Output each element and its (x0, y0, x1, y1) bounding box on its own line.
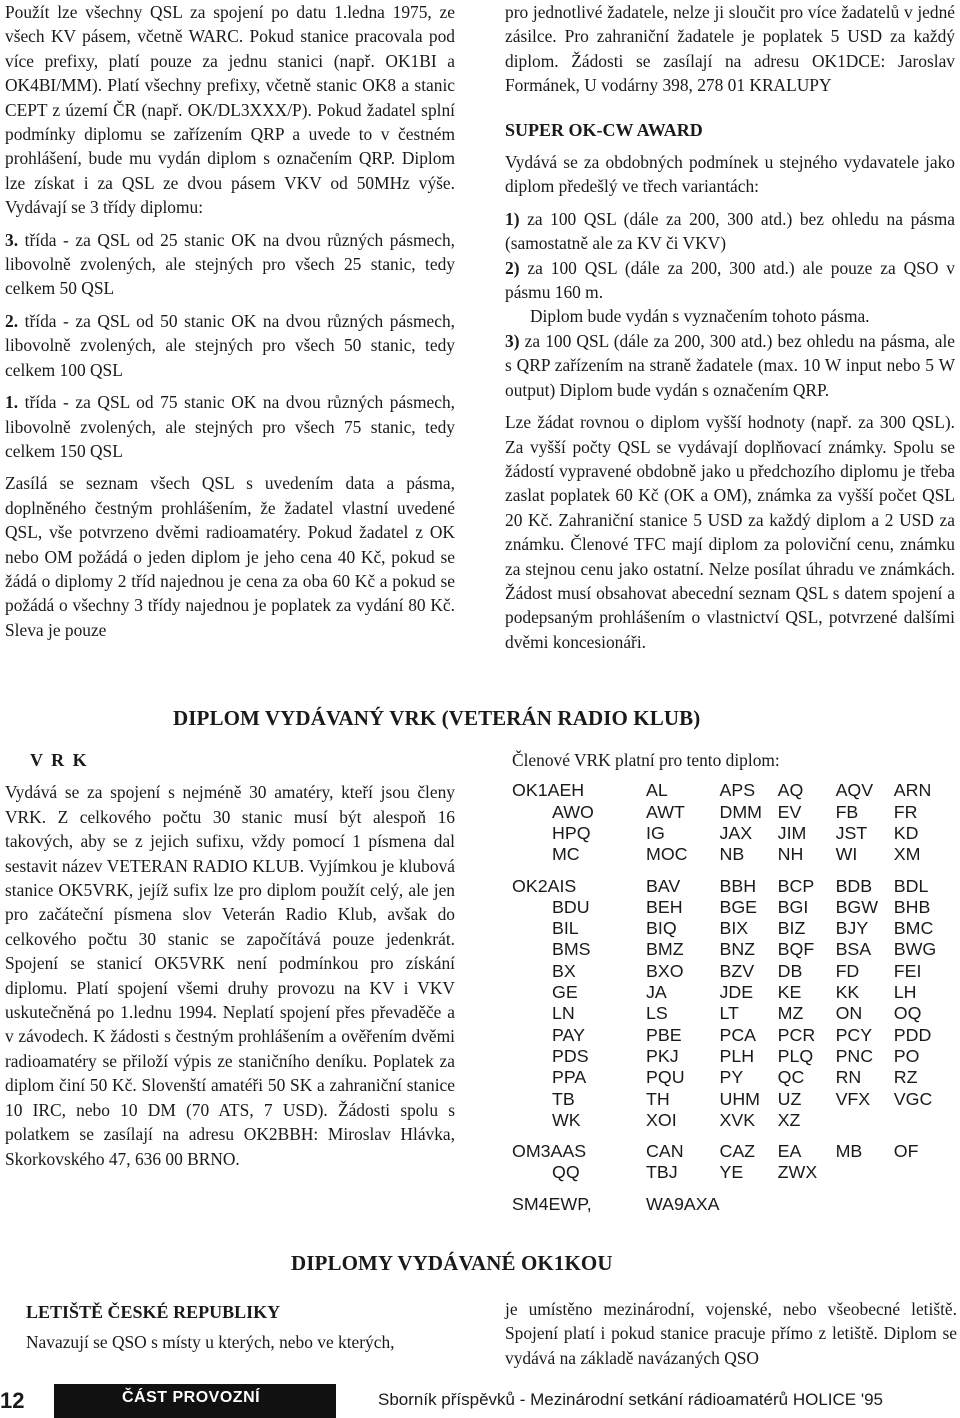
class-3-number: 3. (5, 229, 19, 250)
member-callsign: JAX (719, 823, 753, 843)
variant-1-paragraph (505, 207, 955, 256)
member-callsign: EA (777, 1141, 802, 1162)
member-callsign: ON (835, 1003, 863, 1024)
member-callsign: BGI (777, 896, 809, 917)
variant-2-paragraph (505, 256, 955, 305)
member-callsign: BNZ (719, 939, 756, 960)
variant-2-text: za 100 QSL (dále za 200, 300 atd.) ale pouze za QSO v pásmu 160 m. (505, 257, 955, 303)
member-callsign: AQ (777, 780, 804, 801)
member-callsign: VGC (893, 1088, 933, 1109)
class-3-paragraph (5, 228, 455, 301)
member-callsign: WA9AXA (646, 1193, 720, 1214)
ok1kou-left-column (26, 1300, 456, 1355)
member-callsign: LN (552, 1003, 575, 1024)
member-callsign: PCY (835, 1024, 873, 1045)
variant-2-note: Diplom bude vydán s vyznačením tohoto pásma. (530, 306, 870, 327)
member-callsign: QQ (552, 1162, 580, 1183)
member-callsign: WK (552, 1109, 581, 1130)
class-2-text: třída - za QSL od 50 stanic OK na dvou různých pásmech, libovolně zvolených, ale stejných pro všech 50 stanic, tedy celkem 100 QSL (5, 310, 455, 380)
member-row (512, 1110, 952, 1131)
member-callsign: BIZ (777, 918, 806, 939)
member-callsign: BDB (835, 875, 873, 896)
variant-3-number: 3) (505, 330, 520, 351)
member-callsign: BCP (777, 875, 815, 896)
member-row (512, 961, 952, 982)
member-callsign: BWG (893, 939, 937, 960)
member-callsign: BGW (835, 896, 879, 917)
letiste-right-text: je umístěno mezinárodní, vojenské, nebo všeobecné letiště. Spojení platí i pokud stanice pracuje přímo z letiště. Diplom se vydává na základě navázaných QSO (505, 1299, 957, 1368)
member-callsign: BMC (893, 918, 934, 939)
member-callsign: LS (646, 1003, 668, 1024)
member-callsign: LH (893, 982, 917, 1003)
member-callsign: LT (719, 1003, 739, 1024)
member-callsign: NH (777, 844, 804, 865)
member-callsign: XVK (719, 1109, 756, 1130)
member-callsign: DMM (719, 801, 762, 822)
member-callsign (836, 1110, 894, 1131)
member-callsign (894, 1184, 952, 1215)
vrk-body: Vydává se za spojení s nejméně 30 amatéry, kteří jsou členy VRK. Z celkového počtu 30 stanic musí být alespoň 16 takových, aby se z jejich sufixu, vždy pomocí 1 písmena dal sestavit název VETERAN RADIO KLUB. Vyjímkou je klubová stanice OK5VRK, jejíž sufix lze pro diplom použít celý, ale jen pro začáteční písmena slov Veterán Radio Klub, avšak do celkového počtu 30 stanic se započítává pouze jedenkrát. Spojení se stanicí OK5VRK není podmínkou pro získání diplomu. Platí spojení všemi druhy provozu na KV i VKV uskutečněná po 1.lednu 1994. Neplatí spojení přes převaděče a v závodech. K žádosti s čestným prohlášením a ověřením dvěmi radioamatéry se přiloží výpis ze staničního deníku. Poplatek za diplom činí 50 Kč. Slovenští amatéři 50 SK a zahraniční stanice 10 IRC, nebo 10 DM (70 ATS, 7 USD). Žádosti spolu s polatkem se zasílají na adresu OK2BBH: Miroslav Hlávka, Skorkovského 47, 636 00 BRNO. (5, 782, 455, 1169)
member-callsign: BIX (719, 918, 749, 939)
section-banner (54, 1384, 336, 1418)
member-row (512, 823, 952, 844)
member-callsign: KD (893, 823, 919, 843)
member-callsign: FEI (893, 960, 922, 981)
vrk-left-column (5, 748, 455, 1171)
member-callsign: JST (835, 823, 868, 843)
member-callsign: FB (835, 801, 859, 822)
member-callsign: HPQ (552, 823, 591, 843)
member-callsign: YE (719, 1162, 744, 1183)
member-callsign: BIL (552, 918, 579, 939)
member-callsign: TBJ (646, 1162, 678, 1183)
section-label: ČÁST PROVOZNÍ (122, 1389, 261, 1406)
member-callsign: BX (552, 960, 576, 981)
member-callsign: BIQ (646, 918, 677, 939)
member-callsign: RZ (893, 1067, 918, 1088)
class-3-text: třída - za QSL od 25 stanic OK na dvou různých pásmech, libovolně zvolených, ale stejných pro všech 25 stanic, tedy celkem 50 QSL (5, 229, 455, 299)
member-callsign: BDU (552, 896, 590, 917)
member-callsign: PO (893, 1045, 920, 1066)
member-callsign: AWT (646, 801, 685, 822)
member-callsign: MZ (777, 1003, 804, 1024)
member-callsign: BGE (719, 896, 758, 917)
member-row (512, 802, 952, 823)
intro-paragraph: Použít lze všechny QSL za spojení po datu 1.ledna 1975, ze všech KV pásem, včetně WARC. Pokud stanice pracovala pod více prefixy, platí pouze za jednu stanici (např. OK1BI a OK4BI/MM). Platí všechny prefixy, včetně stanic OK8 a stanic CEPT z území ČR (např. OK/DL3XXX/P). Pokud žadatel splní podmínky diplomu se zařízením QRP a uvede to v čestném prohlášení, bude mu vydán diplom s označením QRP. Diplom lze získat i za QSL ze dvou pásem VKV od 50MHz výše. Vydávají se 3 třídy diplomu: (5, 2, 455, 218)
member-callsign: BAV (646, 875, 681, 896)
member-callsign (719, 1184, 777, 1215)
publication-title: Sborník příspěvků - Mezinárodní setkání rádioamatérů HOLICE '95 (378, 1390, 883, 1409)
member-callsign: PPA (552, 1067, 587, 1088)
variant-1-number: 1) (505, 208, 520, 229)
class-2-paragraph (5, 309, 455, 382)
member-callsign: JIM (777, 823, 807, 843)
member-row (512, 1089, 952, 1110)
member-callsign: RN (835, 1067, 862, 1088)
member-callsign: SM4EWP, (512, 1193, 592, 1214)
member-row (512, 918, 952, 939)
member-row (512, 897, 952, 918)
member-callsign: BXO (646, 960, 684, 981)
member-row (512, 939, 952, 960)
variant-3-text: za 100 QSL (dále za 200, 300 atd.) bez ohledu na pásma, ale s QRP zařízením na straně žadatele (max. 10 W input nebo 5 W output) Diplom bude vydán s označením QRP. (505, 330, 955, 400)
member-row (512, 1025, 952, 1046)
right-column (505, 0, 955, 654)
member-row (512, 844, 952, 865)
member-callsign: ARN (893, 780, 932, 801)
member-callsign: PNC (835, 1045, 874, 1066)
member-callsign: XM (893, 844, 921, 865)
member-callsign: MB (835, 1141, 863, 1162)
vrk-members-table (512, 780, 952, 1215)
member-callsign: PKJ (646, 1045, 679, 1066)
member-callsign: OQ (893, 1003, 922, 1024)
member-callsign: FR (893, 801, 918, 822)
higher-value-paragraph: Lze žádat rovnou o diplom vyšší hodnoty (např. za 300 QSL). Za vyšší počty QSL se vydávají doplňovací známky. Spolu se žádostí vypravené obdobně jako u předchozího diplomu je třeba zaslat poplatek 60 Kč (OK a OM), známka za vyšší počet QSL 20 Kč. Zahraniční stanice 5 USD za každý diplom a 2 USD za známku. Členové TFC mají diplom za poloviční cenu, známku za stejnou cenu jako ostatní. Nelze posílat úhradu ve známkách. Žádost musí obsahovat abecední seznam QSL s datem spojení a podepsaným prohlášením o vlastnictví QSL, potvrzené dalšími dvěmi koncesionáři. (505, 412, 955, 652)
member-callsign: UHM (719, 1088, 760, 1109)
member-callsign: JA (646, 982, 667, 1003)
member-callsign: PQU (646, 1067, 685, 1088)
member-row (512, 1067, 952, 1088)
member-callsign: ZWX (777, 1162, 818, 1183)
member-callsign: BSA (835, 939, 872, 960)
member-callsign: JDE (719, 982, 754, 1003)
ok1kou-title: DIPLOMY VYDÁVANÉ OK1KOU (291, 1251, 613, 1275)
member-callsign: MC (552, 844, 580, 865)
member-callsign: PCR (777, 1024, 816, 1045)
member-callsign: IG (646, 823, 665, 843)
vrk-members-column (512, 748, 952, 1215)
member-callsign: BEH (646, 896, 683, 917)
member-callsign: PY (719, 1067, 744, 1088)
member-row (512, 780, 952, 801)
member-callsign: PLQ (777, 1045, 814, 1066)
letiste-heading: LETIŠTĚ ČESKÉ REPUBLIKY (26, 1302, 281, 1322)
variant-3-paragraph (505, 329, 955, 402)
member-callsign: BMS (552, 939, 591, 960)
member-callsign: VFX (835, 1088, 871, 1109)
member-callsign: MOC (646, 844, 688, 865)
class-1-number: 1. (5, 392, 19, 413)
member-callsign: CAN (646, 1141, 684, 1162)
super-intro-paragraph: Vydává se za obdobných podmínek u stejného vydavatele jako diplom předešlý ve třech variantách: (505, 152, 955, 197)
member-callsign: KK (835, 982, 860, 1003)
super-ok-cw-heading: SUPER OK-CW AWARD (505, 119, 703, 140)
member-callsign: BZV (719, 960, 755, 981)
member-callsign: APS (719, 780, 756, 801)
member-callsign: PDS (552, 1045, 589, 1066)
member-callsign: AQV (835, 780, 874, 801)
class-1-text: třída - za QSL od 75 stanic OK na dvou různých pásmech, libovolně zvolených, ale stejných pro všech 75 stanic, tedy celkem 150 QSL (5, 392, 455, 461)
send-paragraph: Zasílá se seznam všech QSL s uvedením data a pásma, doplněného čestným prohlášením, že žadatel vlastní uvedené QSL, vše potvrzeno dvěmi radioamatéry. Pokud žadatel z OK nebo OM požádá o jeden diplom je jeho cena 40 Kč, pokud se žádá o diplomy 2 tříd najednou je cena za oba 60 Kč a pokud se požádá o všechny 3 třídy najednou je poplatek za vydání 80 Kč. Sleva je pouze (5, 473, 455, 640)
member-callsign: OK1AEH (512, 780, 585, 801)
member-callsign (836, 1184, 894, 1215)
continuation-paragraph: pro jednotlivé žadatele, nelze ji sloučit pro více žadatelů v jedné zásilce. Pro zahraniční žadatele je poplatek 5 USD za každý diplom. Žádosti se zasílají na adresu OK1DCE: Jaroslav Formánek, U vodárny 398, 278 01 KRALUPY (505, 2, 955, 96)
member-row (512, 1162, 952, 1183)
member-callsign: NB (719, 844, 745, 865)
member-row (512, 982, 952, 1003)
vrk-members-heading: Členové VRK platní pro tento diplom: (512, 750, 780, 770)
member-callsign: PDD (893, 1024, 932, 1045)
member-callsign: BQF (777, 939, 815, 960)
class-1-paragraph (5, 390, 455, 463)
member-callsign: OM3AAS (512, 1141, 587, 1162)
member-callsign: OF (893, 1141, 919, 1162)
page-number: 12 (0, 1388, 25, 1413)
member-callsign: BHB (893, 896, 931, 917)
member-callsign: BJY (835, 918, 869, 939)
member-callsign: BDL (893, 875, 929, 896)
member-callsign: PCA (719, 1024, 757, 1045)
member-callsign: GE (552, 982, 578, 1003)
member-callsign: DB (777, 960, 803, 981)
member-callsign: AL (646, 780, 668, 801)
member-callsign: EV (777, 801, 802, 822)
member-callsign: PAY (552, 1024, 585, 1045)
page-footer (0, 1382, 960, 1416)
vrk-title: DIPLOM VYDÁVANÝ VRK (VETERÁN RADIO KLUB) (173, 706, 701, 730)
member-callsign: PBE (646, 1024, 682, 1045)
member-callsign: OK2AIS (512, 875, 577, 896)
member-row (512, 1046, 952, 1067)
letiste-left-text: Navazují se QSO s místy u kterých, nebo ve kterých, (26, 1332, 395, 1353)
member-callsign: KE (777, 982, 802, 1003)
ok1kou-right-column (505, 1297, 957, 1370)
member-callsign: PLH (719, 1045, 755, 1066)
variant-2-number: 2) (505, 257, 520, 278)
member-row (512, 866, 952, 897)
member-callsign: BBH (719, 875, 757, 896)
member-callsign: XOI (646, 1109, 677, 1130)
variant-1-text: za 100 QSL (dále za 200, 300 atd.) bez ohledu na pásma (samostatně ale za KV či VKV) (505, 208, 955, 254)
member-row (512, 1131, 952, 1162)
member-callsign: TB (552, 1088, 575, 1109)
member-row (512, 1003, 952, 1024)
vrk-subheading: V R K (30, 750, 89, 770)
member-callsign: XZ (777, 1109, 801, 1130)
member-callsign: AWO (552, 801, 594, 822)
member-callsign: UZ (777, 1088, 802, 1109)
class-2-number: 2. (5, 310, 19, 331)
member-callsign: TH (646, 1088, 670, 1109)
member-callsign: WI (835, 844, 858, 865)
member-callsign: CAZ (719, 1141, 756, 1162)
member-callsign (836, 1162, 894, 1183)
member-callsign (778, 1184, 836, 1215)
member-callsign (894, 1110, 952, 1131)
member-callsign: FD (835, 960, 860, 981)
member-callsign: BMZ (646, 939, 684, 960)
left-column (5, 0, 455, 642)
member-row (512, 1184, 952, 1215)
member-callsign (894, 1162, 952, 1183)
member-callsign: QC (777, 1067, 805, 1088)
